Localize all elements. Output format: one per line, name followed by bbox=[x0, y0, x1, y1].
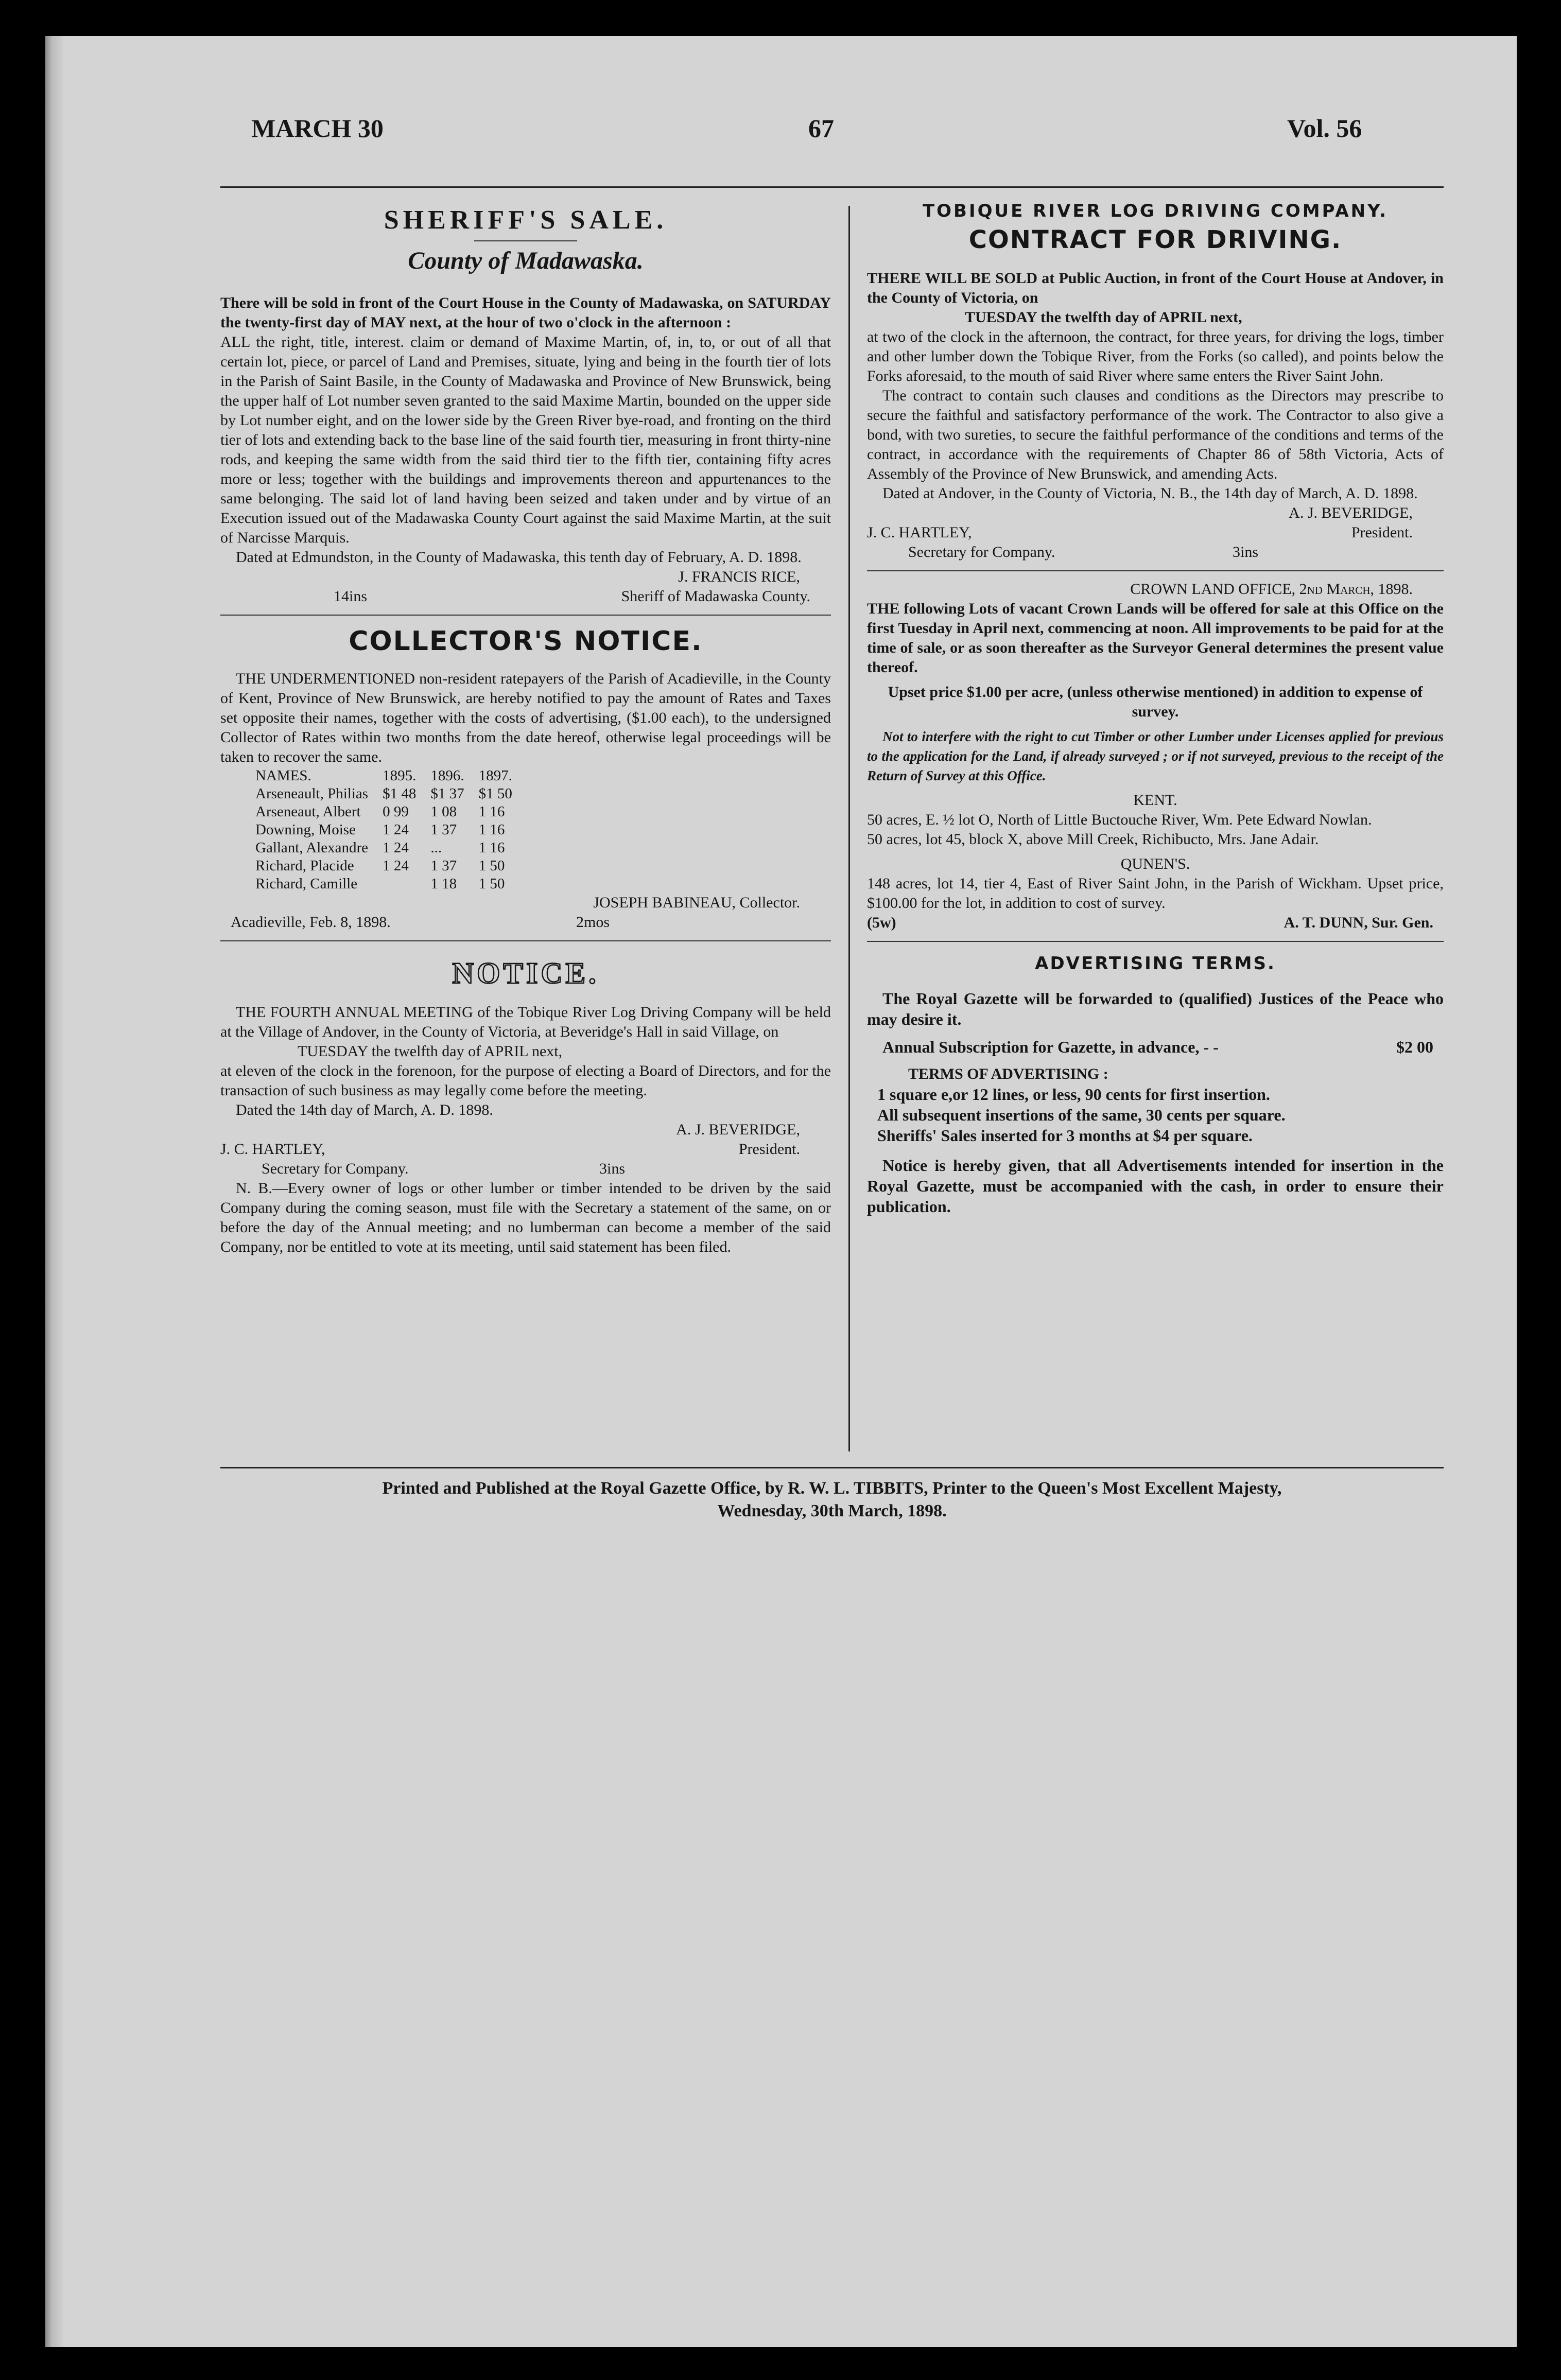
tobique-secretary: J. C. HARTLEY, bbox=[867, 524, 972, 541]
notice-date-line: TUESDAY the twelfth day of APRIL next, bbox=[298, 1043, 563, 1060]
table-cell: $1 37 bbox=[430, 785, 464, 802]
running-head-date: MARCH 30 bbox=[251, 114, 384, 143]
notice-nb: N. B.—Every owner of logs or other lumber or timber intended to be driven by the said Company during the coming season, must file with the Secretary a statement of the same, on or before the day of the Annual meeting; and no lumberman can become a member of the said Company, nor be entitled to vote at its meeting, until said statement has been filed. bbox=[220, 1180, 831, 1255]
table-row bbox=[248, 857, 519, 875]
crown-notice: Not to interfere with the right to cut Timber or other Lumber under Licenses applied for previous to the application for the Land, if already surveyed ; or if not surveyed, previous to the receipt of the Return of Survey at this Office. bbox=[867, 729, 1444, 783]
volume-number: Vol. 56 bbox=[1287, 114, 1362, 143]
table-cell: 1 16 bbox=[478, 839, 505, 856]
term-2: All subsequent insertions of the same, 30 cents per square. bbox=[877, 1106, 1286, 1124]
sheriff-body: ALL the right, title, interest. claim or demand of Maxime Martin, of, in, to, or out of all that certain lot, piece, or parcel of Land and Premises, situate, lying and being in the fourth tier of lots in the Parish of Saint Basile, in the County of Madawaska and Province of New Brunswick, being the upper half of Lot number seven granted to the said Maxime Martin, bounded on the upper side by Lot number eight, and on the lower side by the Green River bye-road, and fronting on the third tier of lots and extending back to the base line of the said fourth tier, measuring in front thirty-nine rods, and keeping the same width from the said third tier to the fifth tier, containing fifty acres more or less; together with the buildings and improvements thereon and appurtenances to the same belonging. The said lot of land having been seized and taken under and by virtue of an Execution issued out of the Madawaska County Court against the said Maxime Martin, at the suit of Narcisse Marquis. bbox=[220, 334, 831, 546]
collector-body: THE UNDERMENTIONED non-resident ratepayers of the Parish of Acadieville, in the County of Kent, Province of New Brunswick, are hereby notified to pay the amount of Rates and Taxes set opposite their names, together with the costs of advertising, ($1.00 each), to the undersigned Collector of Rates within two months from the date hereof, otherwise legal proceedings will be taken to recover the same. bbox=[220, 670, 831, 765]
table-cell: Arseneault, Philias bbox=[255, 785, 369, 802]
sheriff-intro: There will be sold in front of the Court House in the County of Madawaska, on SATURDAY the twenty-first day of MAY next, at the hour of two o'clock in the afternoon : bbox=[220, 294, 831, 331]
crown-insertions: (5w) bbox=[867, 914, 896, 931]
table-cell: $1 48 bbox=[383, 785, 417, 802]
table-cell: ... bbox=[430, 839, 442, 856]
footer-rule bbox=[220, 1467, 1444, 1468]
imprint-line-2: Wednesday, 30th March, 1898. bbox=[717, 1501, 947, 1520]
tobique-secretary-title: Secretary for Company. bbox=[908, 544, 1055, 561]
table-row bbox=[248, 803, 519, 821]
right-column bbox=[867, 201, 1444, 1217]
table-cell: 1 24 bbox=[383, 839, 409, 856]
tobique-body-2: The contract to contain such clauses and conditions as the Directors may prescribe to secure the faithful and satisfactory performance of the work. The Contractor to also give a bond, with two sureties, to secure the faithful performance of the conditions and terms of the contract, in accordance with the requirements of Chapter 86 of 58th Victoria, Acts of Assembly of the Province of New Brunswick, and amending Acts. bbox=[867, 387, 1444, 482]
table-row bbox=[248, 839, 519, 857]
advertising-terms bbox=[867, 953, 1444, 1217]
notice-secretary-title: Secretary for Company. bbox=[262, 1160, 409, 1177]
collector-insertions: 2mos bbox=[576, 914, 610, 931]
crown-signer: A. T. DUNN, Sur. Gen. bbox=[1284, 914, 1433, 931]
column-header: 1895. bbox=[383, 767, 417, 784]
crown-county-1: KENT. bbox=[1133, 792, 1177, 809]
imprint bbox=[220, 1477, 1444, 1522]
table-cell: 1 37 bbox=[430, 857, 457, 874]
sheriff-dated: Dated at Edmundston, in the County of Madawaska, this tenth day of February, A. D. 1898. bbox=[236, 549, 802, 566]
tobique-date-line: TUESDAY the twelfth day of APRIL next, bbox=[965, 309, 1242, 326]
crown-dateline: CROWN LAND OFFICE, 2nd March, 1898. bbox=[1130, 581, 1413, 598]
crown-body: THE following Lots of vacant Crown Lands will be offered for sale at this Office on the first Tuesday in April next, commencing at noon. All improvements to be paid for at the time of sale, or as soon thereafter as the Surveyor General determines the present value thereof. bbox=[867, 600, 1444, 676]
notice-president: A. J. BEVERIDGE, bbox=[676, 1121, 800, 1138]
table-cell: 1 50 bbox=[478, 876, 505, 892]
meeting-notice bbox=[220, 956, 831, 1257]
tobique-president: A. J. BEVERIDGE, bbox=[1289, 504, 1413, 521]
tobique-body: at two of the clock in the afternoon, the contract, for three years, for driving the logs, timber and other lumber down the Tobique River, from the Forks (so called), and points below the Forks aforesaid, to the mouth of said River where same enters the River Saint John. bbox=[867, 328, 1444, 384]
table-cell: 0 99 bbox=[383, 803, 409, 820]
tobique-intro: THERE WILL BE SOLD at Public Auction, in front of the Court House at Andover, in the County of Victoria, on bbox=[867, 270, 1444, 306]
terms-title: TERMS OF ADVERTISING : bbox=[908, 1065, 1108, 1082]
crown-lot-2: 50 acres, lot 45, block X, above Mill Creek, Richibucto, Mrs. Jane Adair. bbox=[867, 831, 1319, 848]
table-cell: 1 24 bbox=[383, 821, 409, 838]
collector-signer: JOSEPH BABINEAU, Collector. bbox=[593, 894, 800, 911]
column-rule bbox=[848, 206, 850, 1451]
crown-lot-3: 148 acres, lot 14, tier 4, East of River Saint John, in the Parish of Wickham. Upset price, $100.00 for the lot, in addition to cost of survey. bbox=[867, 875, 1444, 912]
sheriff-county: County of Madawaska. bbox=[408, 247, 644, 274]
sheriff-signer-title: Sheriff of Madawaska County. bbox=[621, 588, 810, 605]
advertising-body: The Royal Gazette will be forwarded to (qualified) Justices of the Peace who may desire it. bbox=[867, 989, 1444, 1028]
divider bbox=[867, 941, 1444, 942]
imprint-line-1: Printed and Published at the Royal Gazette Office, by R. W. L. TIBBITS, Printer to the Queen's Most Excellent Majesty, bbox=[382, 1479, 1282, 1498]
sheriff-insertions: 14ins bbox=[334, 588, 368, 605]
tobique-title: TOBIQUE RIVER LOG DRIVING COMPANY. bbox=[922, 201, 1389, 221]
subscription-price: $2 00 bbox=[1396, 1038, 1433, 1056]
table-cell bbox=[375, 875, 423, 893]
term-1: 1 square e,or 12 lines, or less, 90 cents for first insertion. bbox=[877, 1085, 1270, 1104]
table-cell: Arseneaut, Albert bbox=[255, 803, 361, 820]
notice-insertions: 3ins bbox=[599, 1160, 625, 1177]
collector-dated: Acadieville, Feb. 8, 1898. bbox=[231, 914, 391, 931]
notice-secretary: J. C. HARTLEY, bbox=[220, 1141, 325, 1158]
table-cell: 1 18 bbox=[430, 876, 457, 892]
table-header-row bbox=[248, 767, 519, 785]
sheriff-signer: J. FRANCIS RICE, bbox=[678, 568, 800, 585]
crown-land-notice bbox=[867, 580, 1444, 933]
advertising-title: ADVERTISING TERMS. bbox=[1035, 953, 1276, 974]
table-row bbox=[248, 785, 519, 803]
left-column bbox=[220, 201, 831, 1257]
table-cell: 1 37 bbox=[430, 821, 457, 838]
notice-body-2: at eleven of the clock in the forenoon, for the purpose of electing a Board of Directors, and for the transaction of such business as may legally come before the meeting. bbox=[220, 1062, 831, 1099]
column-header: 1896. bbox=[430, 767, 464, 784]
column-header: 1897. bbox=[478, 767, 512, 784]
divider bbox=[867, 570, 1444, 571]
table-cell: Downing, Moise bbox=[255, 821, 356, 838]
divider bbox=[474, 240, 577, 241]
table-cell: 1 24 bbox=[383, 857, 409, 874]
table-cell: Richard, Camille bbox=[255, 876, 358, 892]
header-rule bbox=[220, 186, 1444, 188]
table-cell: 1 08 bbox=[430, 803, 457, 820]
subscription-label: Annual Subscription for Gazette, in advance, - - bbox=[882, 1038, 1219, 1056]
crown-lot-1: 50 acres, E. ½ lot O, North of Little Buctouche River, Wm. Pete Edward Nowlan. bbox=[867, 811, 1372, 828]
crown-county-2: QUNEN'S. bbox=[1120, 855, 1190, 872]
rates-table bbox=[248, 767, 519, 893]
page-number: 67 bbox=[808, 114, 834, 143]
table-cell: $1 50 bbox=[478, 785, 512, 802]
crown-upset: Upset price $1.00 per acre, (unless otherwise mentioned) in addition to expense of survey. bbox=[888, 684, 1423, 720]
notice-president-title: President. bbox=[738, 1141, 800, 1158]
page-edge bbox=[45, 36, 63, 2347]
tobique-contract bbox=[867, 201, 1444, 562]
sheriff-sale bbox=[220, 205, 831, 606]
table-cell: 1 16 bbox=[478, 821, 505, 838]
divider bbox=[220, 615, 831, 616]
column-header: NAMES. bbox=[255, 767, 311, 784]
divider bbox=[220, 940, 831, 941]
table-row bbox=[248, 821, 519, 839]
advertising-notice: Notice is hereby given, that all Advertisements intended for insertion in the Royal Gazette, must be accompanied with the cash, in order to ensure their publication. bbox=[867, 1156, 1444, 1216]
table-cell: Richard, Placide bbox=[255, 857, 354, 874]
collector-title: COLLECTOR'S NOTICE. bbox=[349, 626, 703, 657]
tobique-president-title: President. bbox=[1351, 524, 1413, 541]
collectors-notice bbox=[220, 626, 831, 932]
sheriff-title: SHERIFF'S SALE. bbox=[384, 205, 668, 235]
table-cell: 1 16 bbox=[478, 803, 505, 820]
table-cell: 1 50 bbox=[478, 857, 505, 874]
newspaper-page bbox=[45, 36, 1517, 2347]
term-3: Sheriffs' Sales inserted for 3 months at $4 per square. bbox=[877, 1126, 1253, 1145]
tobique-dated: Dated at Andover, in the County of Victoria, N. B., the 14th day of March, A. D. 1898. bbox=[882, 485, 1418, 502]
notice-dated: Dated the 14th day of March, A. D. 1898. bbox=[236, 1101, 493, 1118]
tobique-insertions: 3ins bbox=[1232, 544, 1258, 561]
tobique-subtitle: CONTRACT FOR DRIVING. bbox=[968, 225, 1342, 254]
notice-body: THE FOURTH ANNUAL MEETING of the Tobique River Log Driving Company will be held at the Village of Andover, in the County of Victoria, at Beveridge's Hall in said Village, on bbox=[220, 1004, 831, 1040]
table-row bbox=[248, 875, 519, 893]
notice-title: NOTICE. bbox=[452, 956, 599, 990]
table-cell: Gallant, Alexandre bbox=[255, 839, 369, 856]
